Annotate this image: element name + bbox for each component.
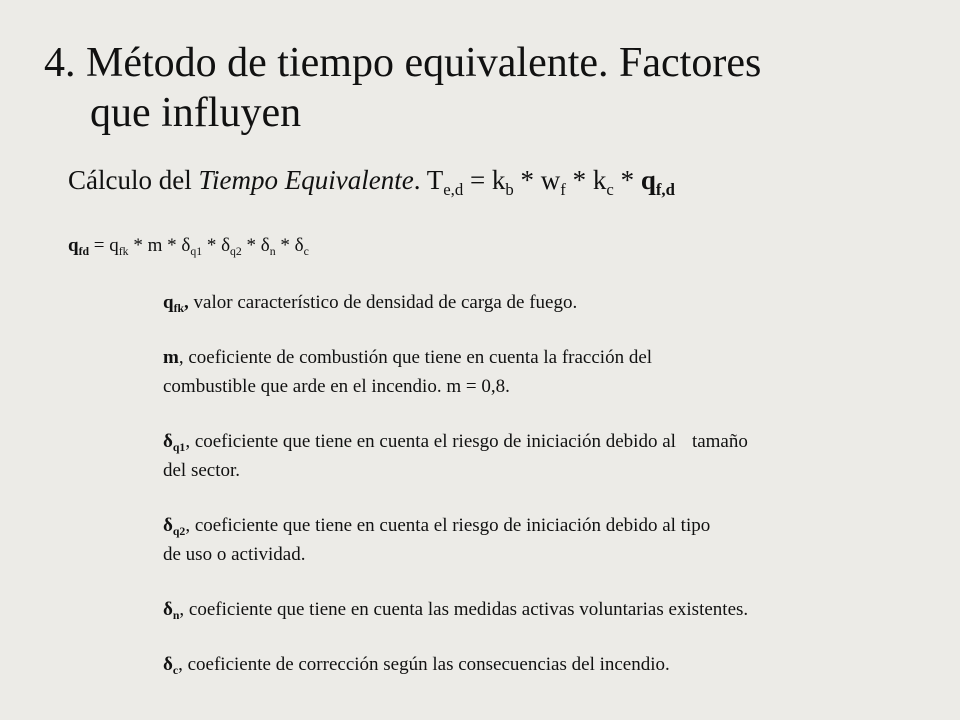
def-term: δ [163,654,173,675]
def-term-sub: n [172,609,180,623]
formula2-part1: * m * δ [128,235,191,256]
def-text: coeficiente que tiene en cuenta el riesgo de iniciación debido al [190,431,676,452]
formula2-q: q [68,235,79,256]
def-term: q [163,292,174,313]
formula-q-sub: f,d [655,179,675,199]
def-text-line2: combustible que arde en el incendio. m = 0,8. [163,376,510,397]
def-sep: , [185,431,191,452]
def-text: coeficiente que tiene en cuenta las medidas activas voluntarias existentes. [184,599,749,620]
def-text-line2: de uso o actividad. [163,544,306,565]
def-sep: , [184,292,189,313]
formula-italic-term: Tiempo Equivalente [198,165,414,195]
def-term-sub: fk [173,302,185,316]
formula2-dc-sub: c [303,245,309,259]
def-text-continued: tamaño [691,431,748,452]
def-sep: , [178,347,184,368]
def-term: δ [163,515,173,536]
formula2-dq1-sub: q1 [190,245,203,259]
def-sep: , [179,599,185,620]
formula2-eq: = q [89,235,119,256]
def-text: coeficiente de combustión que tiene en cuenta la fracción del [183,347,653,368]
formula-times-w: * w [513,165,561,195]
formula-times-k: * k [565,165,607,195]
formula-period: . [413,165,421,195]
formula2-part3: * δ [241,235,270,256]
formula2-dn-sub: n [269,245,276,259]
formula-eq: = k [463,165,506,195]
formula-prefix: Cálculo del [68,165,199,195]
definition-m [163,343,943,401]
def-text: coeficiente que tiene en cuenta el riesgo de iniciación debido al tipo [190,515,711,536]
def-term-sub: q2 [172,525,186,539]
formula-T-sub: e,d [443,179,464,199]
formula2-qfk-sub: fk [118,245,129,259]
formula2-dq2-sub: q2 [230,245,242,259]
design-fire-load-formula [68,232,309,260]
definition-dq1 [163,427,943,485]
definition-dc [163,650,943,679]
def-term: δ [163,599,173,620]
definitions-list [163,288,943,679]
formula-T: T [426,165,444,195]
def-sep: , [178,654,183,675]
definition-qfk [163,288,943,317]
formula-q: q [640,165,656,195]
title-line-2: que influyen [90,90,302,136]
formula-kc-sub: c [606,179,614,199]
definition-dq2 [163,511,943,569]
formula-times-q: * [613,165,641,195]
def-sep: , [185,515,191,536]
def-term-sub: c [172,664,179,678]
def-term-sub: q1 [172,441,186,455]
formula-wf-sub: f [560,179,566,199]
formula2-part2: * δ [202,235,231,256]
formula2-part4: * δ [275,235,304,256]
formula-kb-sub: b [505,179,514,199]
definition-dn [163,595,943,624]
title-line-1: 4. Método de tiempo equivalente. Factores [44,40,762,86]
equivalent-time-formula [68,163,675,197]
def-text: valor característico de densidad de carga de fuego. [188,292,578,313]
def-term: m [163,347,179,368]
def-term: δ [163,431,173,452]
def-text: coeficiente de corrección según las consecuencias del incendio. [182,654,670,675]
slide-title [44,38,761,138]
def-text-line2: del sector. [163,460,241,481]
formula2-q-sub: fd [78,245,90,259]
